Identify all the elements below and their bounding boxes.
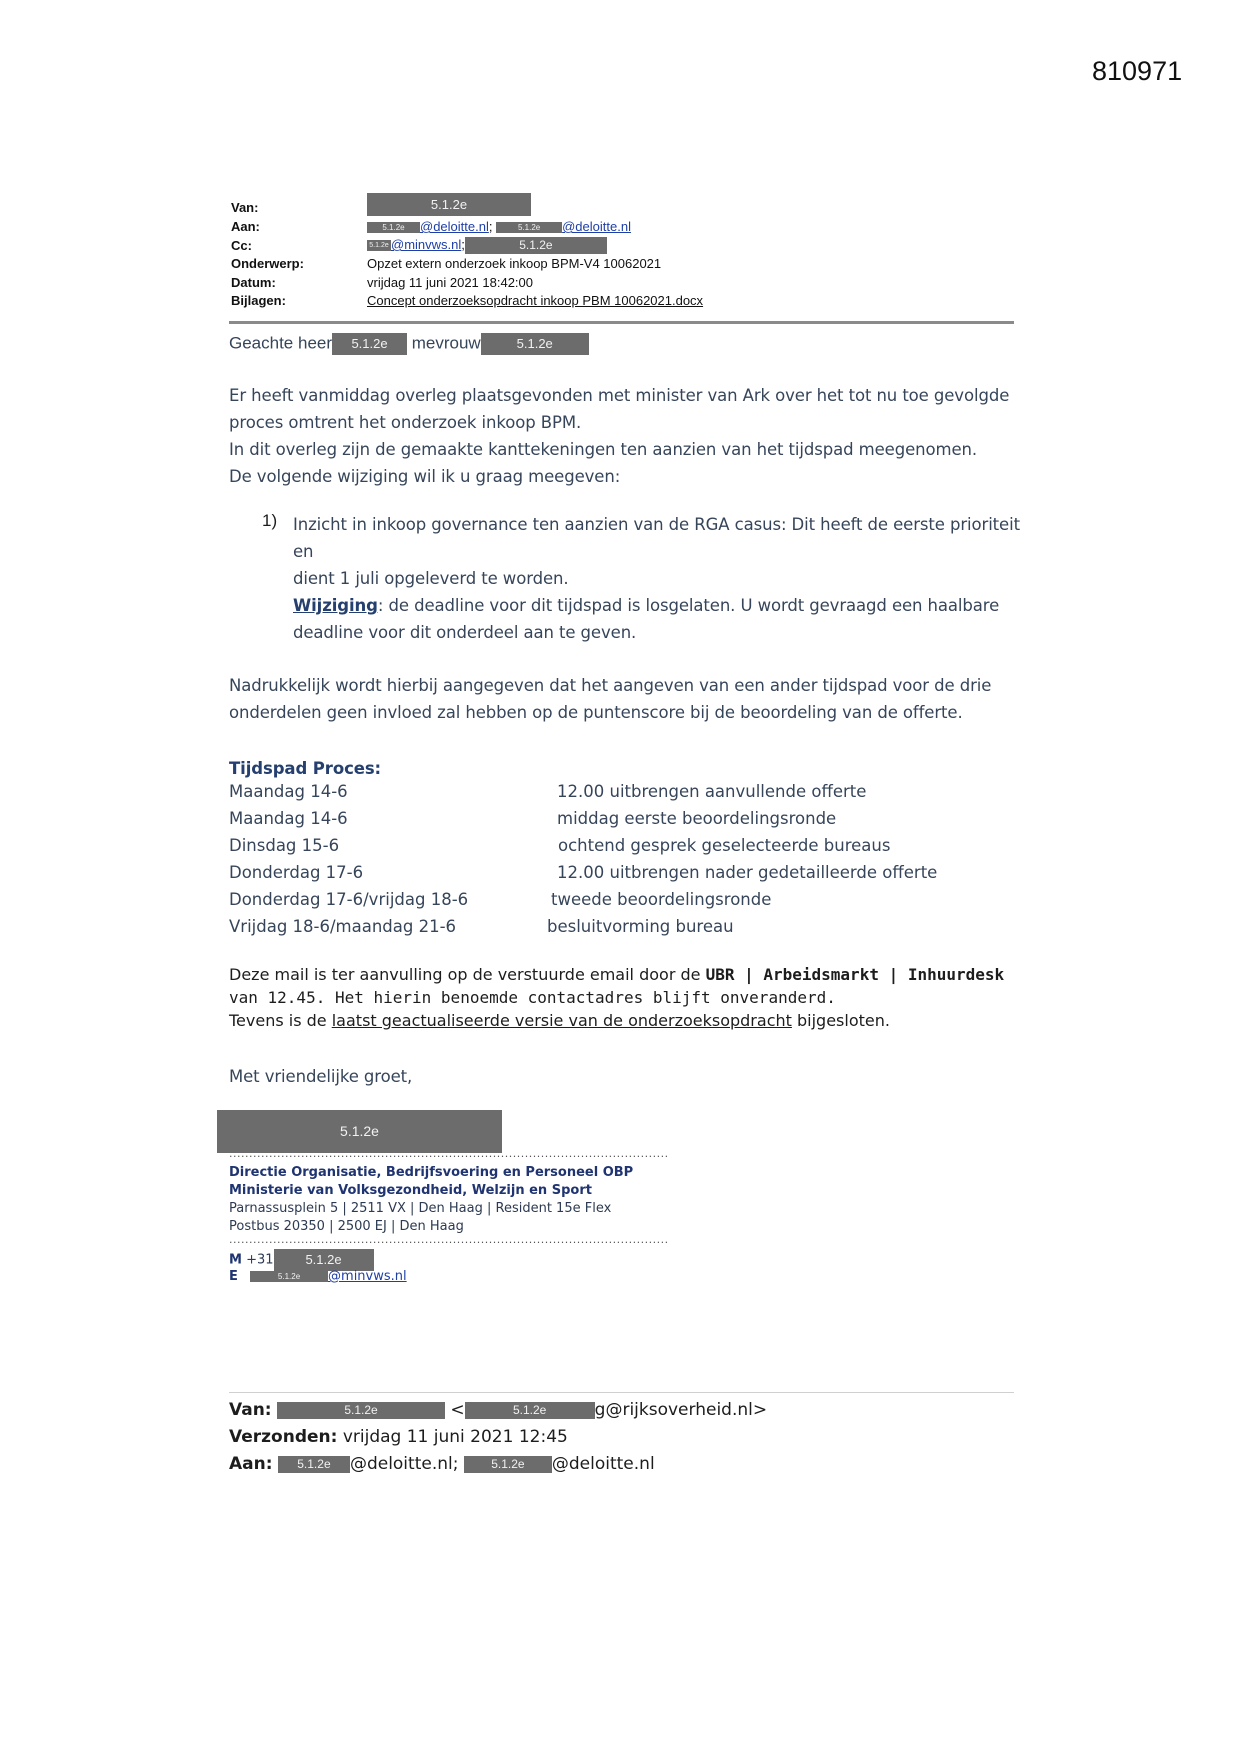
schedule-title: Tijdspad Proces:	[229, 759, 382, 778]
item-line-5: deadline voor dit onderdeel aan te geven.	[293, 623, 637, 642]
cc-email[interactable]: @minvws.nl	[391, 237, 462, 252]
updated-version-link[interactable]: laatst geactualiseerde versie van de onderzoeksopdracht	[331, 1011, 792, 1030]
separator: ;	[488, 219, 493, 234]
schedule-event: besluitvorming bureau	[547, 917, 734, 936]
forwarded-to-email-2: @deloitte.nl	[551, 1454, 655, 1474]
paragraph-3: De volgende wijziging wil ik u graag meegeven:	[229, 467, 621, 486]
item-line-3: dient 1 juli opgeleverd te worden.	[293, 569, 569, 588]
forwarded-sent-label: Verzonden:	[229, 1427, 338, 1447]
separator: ;	[461, 237, 465, 252]
redaction-box: 5.1.2e	[250, 1271, 328, 1282]
closing: Met vriendelijke groet,	[229, 1067, 413, 1086]
redaction-box: 5.1.2e	[332, 333, 407, 355]
paragraph-4-line-1: Nadrukkelijk wordt hierbij aangegeven dat het aangeven van een ander tijdspad voor de drie	[229, 676, 992, 695]
schedule-day: Donderdag 17-6	[229, 863, 364, 882]
redaction-box: 5.1.2e	[367, 240, 391, 251]
salutation-mevrouw: mevrouw	[411, 333, 481, 353]
forwarded-divider	[229, 1392, 1014, 1393]
paragraph-4-line-2: onderdelen geen invloed zal hebben op de puntenscore bij de beoordeling van de offerte.	[229, 703, 963, 722]
schedule-event: middag eerste beoordelingsronde	[557, 809, 837, 828]
date-label: Datum:	[231, 275, 276, 290]
signature-separator-1: ..............................................................................................................	[229, 1147, 669, 1160]
mobile-prefix: +31	[246, 1252, 274, 1268]
paragraph-5-line-1	[229, 965, 1004, 984]
paragraph-1: Er heeft vanmiddag overleg plaatsgevonden met minister van Ark over het tot nu toe gevolgde proces omtrent het onderzoek inkoop BPM.	[229, 386, 1010, 432]
cc-value	[367, 237, 607, 254]
from-label: Van:	[231, 200, 259, 215]
subject-label: Onderwerp:	[231, 256, 304, 271]
paragraph-2: In dit overleg zijn de gemaakte kanttekeningen ten aanzien van het tijdspad meegenomen.	[229, 440, 977, 459]
schedule-day: Vrijdag 18-6/maandag 21-6	[229, 917, 457, 936]
forwarded-sent-value: vrijdag 11 juni 2021 12:45	[342, 1427, 568, 1447]
header-divider	[229, 321, 1014, 324]
date-value: vrijdag 11 juni 2021 18:42:00	[367, 275, 533, 290]
redaction-box: 5.1.2e	[277, 1402, 445, 1419]
redaction-box: 5.1.2e	[496, 222, 562, 233]
to-label: Aan:	[231, 219, 260, 234]
redaction-box: 5.1.2e	[465, 1402, 595, 1419]
para5-text: Deze mail is ter aanvulling op de verstuurde email door de	[229, 965, 706, 984]
attachments-label: Bijlagen:	[231, 293, 286, 308]
salutation	[229, 333, 589, 355]
signature-name-redaction: 5.1.2e	[217, 1110, 502, 1153]
signature-address-1: Parnassusplein 5 | 2511 VX | Den Haag | Resident 15e Flex	[229, 1201, 612, 1216]
forwarded-sent	[229, 1427, 568, 1447]
paragraph-6	[229, 1011, 890, 1030]
signature-org-2: Ministerie van Volksgezondheid, Welzijn en Sport	[229, 1183, 592, 1198]
redaction-box: 5.1.2e	[367, 222, 420, 233]
redaction-box: 5.1.2e	[464, 1456, 552, 1473]
para6-text-b: bijgesloten.	[791, 1011, 890, 1030]
change-text: : de deadline voor dit tijdspad is losgelaten. U wordt gevraagd een haalbare	[377, 596, 1000, 615]
redaction-box: 5.1.2e	[367, 193, 531, 216]
schedule-event: ochtend gesprek geselecteerde bureaus	[558, 836, 891, 855]
ubr-name: UBR | Arbeidsmarkt | Inhuurdesk	[705, 965, 1005, 984]
subject-value: Opzet extern onderzoek inkoop BPM-V4 10062021	[367, 256, 662, 271]
forwarded-from-label: Van:	[229, 1400, 272, 1420]
forwarded-from-email: g@rijksoverheid.nl>	[594, 1400, 768, 1420]
forwarded-to	[229, 1454, 655, 1474]
redaction-box: 5.1.2e	[278, 1456, 350, 1473]
change-label: Wijziging	[293, 596, 378, 615]
redaction-box: 5.1.2e	[465, 237, 607, 254]
forwarded-to-email-1: @deloitte.nl;	[349, 1454, 459, 1474]
redaction-box: 5.1.2e	[481, 333, 589, 355]
signature-separator-2: ..............................................................................................................	[229, 1233, 669, 1246]
signature-email	[229, 1269, 407, 1284]
to-value	[367, 219, 631, 234]
attachment-link[interactable]: Concept onderzoeksopdracht inkoop PBM 10062021.docx	[367, 293, 704, 308]
to-email-1[interactable]: @deloitte.nl	[420, 219, 489, 234]
item-line-1: Inzicht in inkoop governance ten aanzien van de RGA casus: Dit heeft de eerste prioriteit	[293, 515, 1020, 534]
to-email-2[interactable]: @deloitte.nl	[562, 219, 631, 234]
redaction-box: 5.1.2e	[274, 1249, 374, 1271]
paragraph-5-line-2: van 12.45. Het hierin benoemde contactadres blijft onveranderd.	[229, 988, 836, 1007]
forwarded-from	[229, 1400, 767, 1420]
from-value	[367, 193, 531, 216]
schedule-day: Maandag 14-6	[229, 782, 348, 801]
schedule-event: 12.00 uitbrengen aanvullende offerte	[557, 782, 867, 801]
schedule-event: tweede beoordelingsronde	[551, 890, 772, 909]
signature-org-1: Directie Organisatie, Bedrijfsvoering en Personeel OBP	[229, 1165, 634, 1180]
document-id: 810971	[1092, 56, 1183, 86]
schedule-day: Maandag 14-6	[229, 809, 348, 828]
signature-address-2: Postbus 20350 | 2500 EJ | Den Haag	[229, 1219, 464, 1234]
cc-label: Cc:	[231, 238, 252, 253]
schedule-day: Donderdag 17-6/vrijdag 18-6	[229, 890, 469, 909]
forwarded-to-label: Aan:	[229, 1454, 273, 1474]
schedule-event: 12.00 uitbrengen nader gedetailleerde offerte	[557, 863, 938, 882]
mobile-label: M	[229, 1252, 242, 1268]
item-line-4	[293, 592, 1023, 619]
email-label: E	[229, 1269, 238, 1284]
salutation-prefix: Geachte heer	[229, 333, 333, 353]
schedule-day: Dinsdag 15-6	[229, 836, 340, 855]
signature-email-link[interactable]: @minvws.nl	[328, 1269, 407, 1284]
signature-mobile	[229, 1249, 374, 1271]
para6-text-a: Tevens is de	[229, 1011, 332, 1030]
item-number: 1)	[262, 511, 278, 530]
angle-bracket: <	[450, 1400, 465, 1420]
item-line-2: en	[293, 542, 314, 561]
